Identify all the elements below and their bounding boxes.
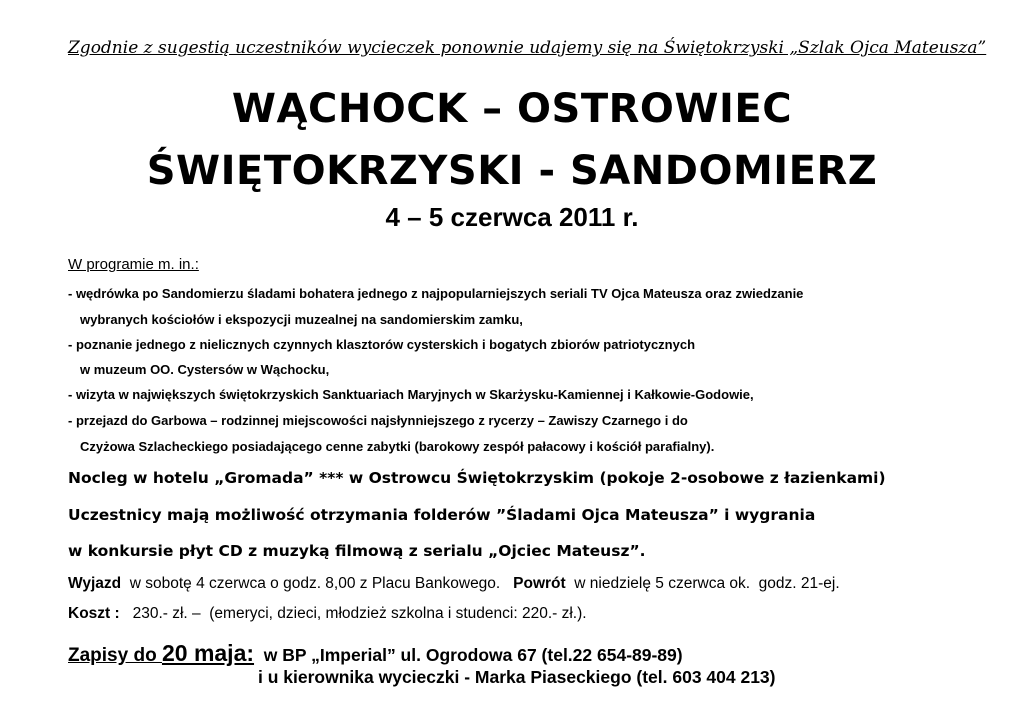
program-item-continued: wybranych kościołów i ekspozycji muzealnej na sandomierskim zamku,: [80, 312, 523, 327]
cost-line: [68, 605, 587, 623]
return-label: Powrót: [513, 575, 566, 592]
registration-deadline: 20 maja:: [161, 640, 255, 666]
folders-text: Uczestnicy mają możliwość otrzymania folderów ”Śladami Ojca Mateusza” i wygrania: [68, 506, 816, 524]
registration-office: w BP „Imperial” ul. Ogrodowa 67 (tel.22 654-89-89): [254, 645, 683, 665]
registration-leader: i u kierownika wycieczki - Marka Piaseckiego (tel. 603 404 213): [258, 667, 776, 687]
program-heading: W programie m. in.:: [68, 256, 199, 273]
program-item: - wizyta w największych świętokrzyskich Sanktuariach Maryjnych w Skarżysku-Kamiennej i Kałkowie-Godowie,: [68, 387, 754, 402]
program-item-continued: Czyżowa Szlacheckiego posiadającego cenne zabytki (barokowy zespół pałacowy i kościół parafialny).: [80, 439, 715, 454]
program-item: - poznanie jednego z nielicznych czynnych klasztorów cysterskich i bogatych zbiorów patriotycznych: [68, 337, 696, 352]
departure-return-line: [68, 575, 840, 593]
departure-text: w sobotę 4 czerwca o godz. 8,00 z Placu Bankowego.: [121, 575, 514, 592]
title-line-2: ŚWIĘTOKRZYSKI - SANDOMIERZ: [146, 148, 878, 194]
return-text: w niedzielę 5 czerwca ok. godz. 21-ej.: [565, 575, 840, 592]
registration-line: [68, 640, 683, 667]
program-item: - wędrówka po Sandomierzu śladami bohatera jednego z najpopularniejszych seriali TV Ojca Mateusza oraz zwiedzanie: [68, 286, 804, 301]
departure-label: Wyjazd: [68, 575, 122, 592]
cost-text: 230.- zł. – (emeryci, dzieci, młodzież szkolna i studenci: 220.- zł.).: [119, 605, 587, 622]
cost-label: Koszt :: [68, 605, 120, 622]
contest-text: w konkursie płyt CD z muzyką filmową z serialu „Ojciec Mateusz”.: [68, 542, 646, 560]
program-item-continued: w muzeum OO. Cystersów w Wąchocku,: [80, 362, 330, 377]
program-item: - przejazd do Garbowa – rodzinnej miejscowości najsłynniejszego z rycerzy – Zawiszy Czarnego i do: [68, 413, 688, 428]
accommodation-text: Nocleg w hotelu „Gromada” *** w Ostrowcu Świętokrzyskim (pokoje 2-osobowe z łazienkami): [68, 469, 886, 487]
title-line-1: WĄCHOCK – OSTROWIEC: [231, 86, 793, 132]
trip-date: 4 – 5 czerwca 2011 r.: [385, 202, 639, 232]
registration-label: Zapisy do: [68, 645, 162, 666]
intro-text: Zgodnie z sugestią uczestników wycieczek ponownie udajemy się na Świętokrzyski „Szlak Ojca Mateusza”: [68, 38, 987, 58]
